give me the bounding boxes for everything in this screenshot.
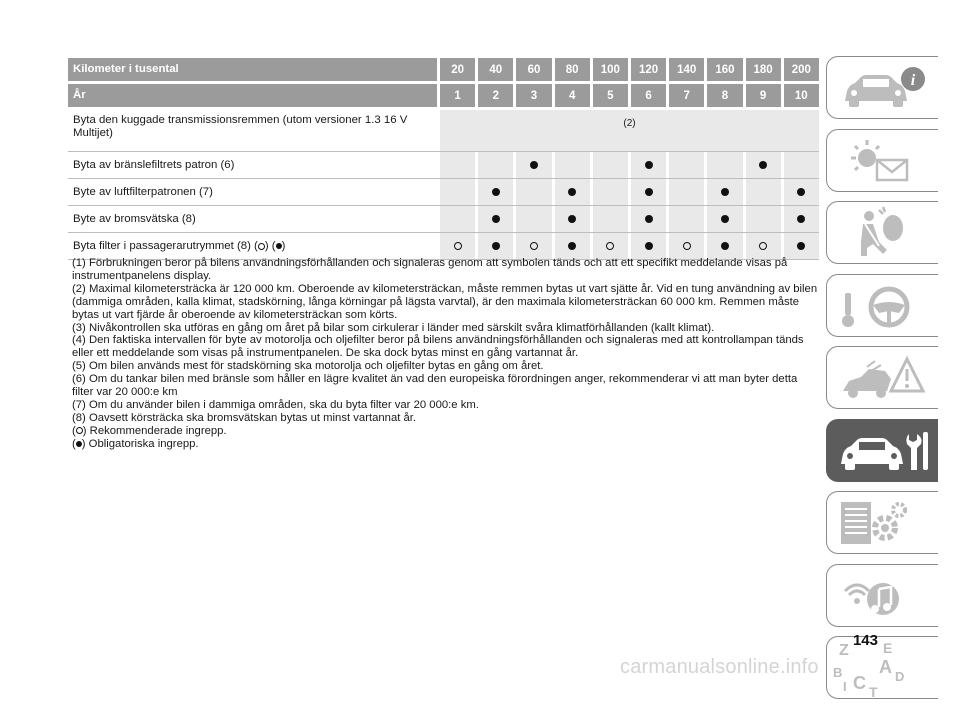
- schedule-cell: [437, 206, 475, 232]
- year-cell: 1: [437, 84, 475, 107]
- recommended-ring-icon: [454, 242, 462, 250]
- km-cell: 160: [704, 58, 742, 81]
- schedule-cell: [628, 179, 666, 205]
- table-row: [68, 206, 819, 233]
- mandatory-dot-icon: [721, 242, 729, 250]
- tab-maintenance[interactable]: [826, 419, 938, 482]
- year-cell: 5: [590, 84, 628, 107]
- km-cell: 120: [628, 58, 666, 81]
- schedule-cell: [666, 206, 704, 232]
- recommended-ring-icon: [606, 242, 614, 250]
- year-header-label: År: [73, 89, 86, 101]
- recommended-ring-icon: [258, 243, 265, 250]
- table-row: [68, 179, 819, 206]
- mandatory-dot-icon: [797, 242, 805, 250]
- km-cell: 20: [437, 58, 475, 81]
- emergency-icon: [827, 347, 939, 410]
- footnote-8: (8) Oavsett körsträcka ska bromsvätskan bytas ut minst vartannat år.: [72, 411, 417, 424]
- schedule-cell: [628, 206, 666, 232]
- safety-airbag-icon: [827, 202, 939, 265]
- schedule-cell: [590, 152, 628, 178]
- schedule-cell: [704, 206, 742, 232]
- recommended-ring-icon: [76, 427, 83, 434]
- km-cell: 140: [666, 58, 704, 81]
- index-letter: T: [869, 684, 878, 700]
- schedule-cell: [475, 233, 513, 259]
- footnote-5: (5) Om bilen används mest för stadskörning ska motorolja och oljefilter bytas en gång om året.: [72, 360, 544, 373]
- schedule-cell: [513, 152, 551, 178]
- year-cell: 2: [475, 84, 513, 107]
- schedule-cell: [666, 152, 704, 178]
- tab-emergency[interactable]: [826, 346, 938, 409]
- schedule-cell: [475, 206, 513, 232]
- schedule-cell: [437, 179, 475, 205]
- watermark: carmanualsonline.info: [620, 656, 819, 678]
- table-row: [68, 233, 819, 260]
- multimedia-icon: [827, 565, 939, 628]
- footnote-7: (7) Om du använder bilen i dammiga områden, ska du byta filter var 20 000:e km.: [72, 398, 479, 411]
- schedule-cell: [704, 152, 742, 178]
- km-cell: 60: [513, 58, 551, 81]
- page-number: 143: [852, 632, 878, 649]
- footnote-4: (4) Den faktiska intervallen för byte av motorolja och oljefilter beror på bilens användningsförhållanden och signaleras med att kontrollampan tänds eller ett meddelande som visas på instrumentpanelen. De ska dock bytas minst en gång vartannat år.: [72, 334, 804, 360]
- schedule-cell: [743, 179, 781, 205]
- footnote-1: (1) Förbrukningen beror på bilens användningsförhållanden och signaleras genom att symbolen tänds och att ett specifikt meddelande visas på instrumentpanelens display.: [72, 257, 788, 282]
- year-cell: 3: [513, 84, 551, 107]
- row-label: [68, 233, 437, 259]
- year-cell: 10: [781, 84, 819, 107]
- mandatory-dot-icon: [492, 242, 500, 250]
- km-cell: 180: [743, 58, 781, 81]
- schedule-cell: [743, 233, 781, 259]
- schedule-cell: [475, 152, 513, 178]
- mandatory-dot-icon: [759, 161, 767, 169]
- mandatory-dot-icon: [645, 215, 653, 223]
- footnotes: [72, 257, 820, 451]
- schedule-cell: [513, 179, 551, 205]
- table-row: [68, 152, 819, 179]
- row-label: Byta av bränslefiltrets patron (6): [73, 158, 235, 171]
- schedule-cell: [552, 233, 590, 259]
- schedule-cell: [743, 206, 781, 232]
- mandatory-dot-icon: [568, 188, 576, 196]
- schedule-cell: [437, 152, 475, 178]
- mandatory-dot-icon: [568, 242, 576, 250]
- legend-mandatory-text: ) Obligatoriska ingrepp.: [81, 437, 199, 450]
- schedule-cell: [743, 152, 781, 178]
- footnote-3: (3) Nivåkontrollen ska utföras en gång om året på bilar som cirkulerar i länder med särskilt svåra klimatförhållanden (kallt klimat).: [72, 321, 715, 334]
- year-cell: 6: [628, 84, 666, 107]
- chapter-tabs: [826, 56, 946, 709]
- index-letter: A: [879, 657, 892, 677]
- schedule-cell: [628, 233, 666, 259]
- schedule-cell: [552, 179, 590, 205]
- tab-warning-lights[interactable]: [826, 129, 938, 192]
- warning-lights-icon: [827, 130, 939, 193]
- row-label-suffix: ): [281, 239, 286, 252]
- km-cell: 100: [590, 58, 628, 81]
- technical-data-icon: [827, 492, 939, 555]
- schedule-cell: [666, 233, 704, 259]
- maintenance-schedule-table: [68, 58, 819, 260]
- table-row: [68, 110, 819, 152]
- km-header-label: Kilometer i tusental: [73, 63, 179, 75]
- footnote-6: (6) Om du tankar bilen med bränsle som håller en lägre kvalitet än vad den europeiska förordningen anger, rekommenderar vi att man byter detta filter var 20 000:e km: [72, 373, 798, 399]
- car-info-icon: [827, 57, 939, 120]
- row-label-mid: ) (: [264, 239, 276, 252]
- recommended-ring-icon: [530, 242, 538, 250]
- legend-mandatory: ( ) Obligatoriska ingrepp.: [72, 437, 199, 450]
- row-label: Byta den kuggade transmissionsremmen (utom versioner 1.3 16 V Multijet): [73, 114, 408, 139]
- tab-starting-driving[interactable]: [826, 274, 938, 337]
- year-cell: 4: [552, 84, 590, 107]
- starting-driving-icon: [827, 275, 939, 338]
- km-cell: 40: [475, 58, 513, 81]
- schedule-cell: [781, 233, 819, 259]
- tab-technical-data[interactable]: [826, 491, 938, 554]
- km-cell: 80: [552, 58, 590, 81]
- schedule-cell: [781, 152, 819, 178]
- recommended-ring-icon: [683, 242, 691, 250]
- schedule-cell: [704, 233, 742, 259]
- index-letter: D: [895, 669, 905, 684]
- index-letter: Z: [839, 642, 849, 659]
- mandatory-dot-icon: [645, 188, 653, 196]
- row-label-prefix: Byta filter i passagerarutrymmet (8) (: [73, 239, 258, 252]
- row-span-note: (2): [437, 110, 819, 151]
- schedule-cell: [628, 152, 666, 178]
- recommended-ring-icon: [759, 242, 767, 250]
- year-cell: 8: [704, 84, 742, 107]
- index-letter: B: [833, 665, 843, 680]
- mandatory-dot-icon: [568, 215, 576, 223]
- schedule-cell: [513, 206, 551, 232]
- schedule-cell: [475, 179, 513, 205]
- schedule-cell: [552, 152, 590, 178]
- mandatory-dot-icon: [492, 188, 500, 196]
- index-letter: I: [843, 679, 847, 694]
- mandatory-dot-icon: [530, 161, 538, 169]
- schedule-cell: [437, 233, 475, 259]
- svg-text:i: i: [910, 72, 916, 89]
- schedule-cell: [781, 206, 819, 232]
- year-cell: 7: [666, 84, 704, 107]
- maintenance-icon: [827, 420, 939, 483]
- schedule-cell: [590, 206, 628, 232]
- km-cell: 200: [781, 58, 819, 81]
- schedule-cell: [513, 233, 551, 259]
- mandatory-dot-icon: [492, 215, 500, 223]
- mandatory-dot-icon: [721, 188, 729, 196]
- mandatory-dot-icon: [721, 215, 729, 223]
- tab-multimedia[interactable]: [826, 564, 938, 627]
- footnote-2: (2) Maximal kilometersträcka är 120 000 km. Oberoende av kilometersträckan, måste remmen bytas ut vart sjätte år. Vid en tung användning av bilen (dammiga områden, kalla klimat, stadskörning, långa körningar på lägsta varvtal), är den maximala kilometersträckan 60 000 km. Remmen måste bytas ut vart fjärde år oberoende av kilometersträckan som körts.: [72, 282, 818, 321]
- row-label: Byte av bromsvätska (8): [73, 212, 196, 225]
- schedule-cell: [552, 206, 590, 232]
- schedule-cell: [590, 233, 628, 259]
- index-letter: E: [883, 640, 893, 656]
- schedule-cell: [781, 179, 819, 205]
- year-header-row: [68, 84, 819, 110]
- mandatory-dot-icon: [645, 242, 653, 250]
- year-cell: 9: [743, 84, 781, 107]
- tab-safety[interactable]: [826, 201, 938, 264]
- row-label: Byte av luftfilterpatronen (7): [73, 185, 213, 198]
- km-header-row: [68, 58, 819, 84]
- schedule-cell: [666, 179, 704, 205]
- mandatory-dot-icon: [797, 188, 805, 196]
- index-letter: C: [853, 673, 866, 693]
- tab-car-info[interactable]: [826, 56, 938, 119]
- mandatory-dot-icon: [797, 215, 805, 223]
- mandatory-dot-icon: [645, 161, 653, 169]
- legend-recommended: ( ) Rekommenderade ingrepp.: [72, 424, 227, 437]
- schedule-cell: [590, 179, 628, 205]
- legend-recommended-text: ) Rekommenderade ingrepp.: [82, 424, 227, 437]
- schedule-cell: [704, 179, 742, 205]
